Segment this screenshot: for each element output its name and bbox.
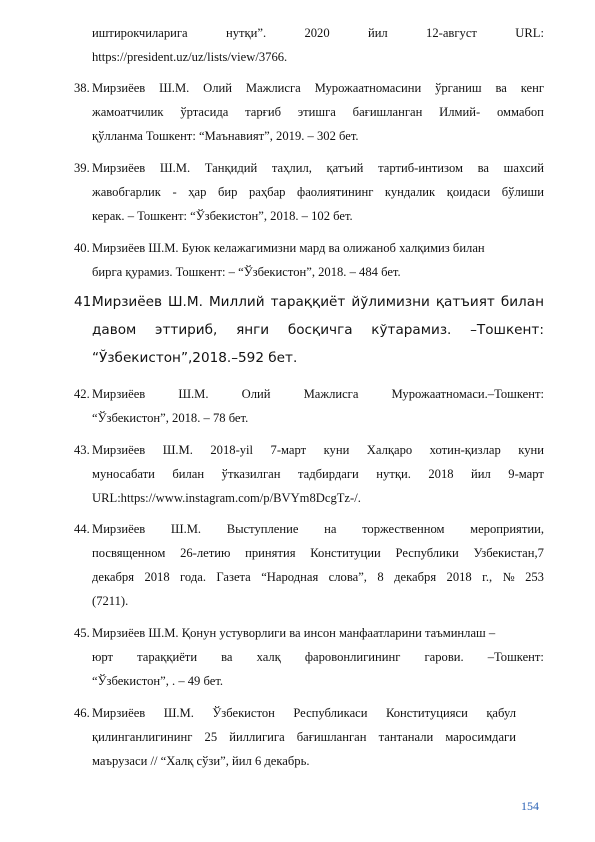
word: 7-март: [270, 443, 307, 457]
word: қоидаси: [446, 185, 491, 199]
word: г.,: [482, 570, 493, 584]
text-line: [92, 649, 544, 665]
word: янги: [236, 322, 270, 338]
text-line: [92, 264, 544, 280]
text-line: [92, 753, 544, 769]
word: йиллигига: [229, 730, 285, 744]
word: гарови.: [424, 650, 464, 664]
text-line: [92, 705, 516, 721]
word: билан: [172, 467, 205, 481]
word: Узбекистан,7: [473, 546, 544, 560]
word: слова”,: [328, 570, 367, 584]
word: тараққиёти: [137, 650, 198, 664]
word: 2018: [144, 570, 170, 584]
word: қатъий: [326, 161, 364, 175]
word: Мирзиёев: [92, 387, 146, 401]
word: керак. – Тошкент: “Ўзбекистон”, 2018. – 102 бет.: [92, 209, 353, 223]
text-line: [92, 545, 544, 561]
word: Мажлисга: [245, 81, 301, 95]
text-line: [92, 673, 544, 689]
word: маросимдаги: [445, 730, 516, 744]
word: Мирзиёев Ш.М. Буюк келажагимизни мард ва олижаноб халқимиз билан: [92, 241, 485, 255]
word: кенг: [520, 81, 544, 95]
word: йўлимизни: [351, 294, 430, 310]
word: Ш.М.: [163, 706, 194, 720]
page-number: 154: [521, 799, 539, 813]
word: года.: [180, 570, 206, 584]
text-line: [92, 25, 544, 41]
word: Ўзбекистон: [212, 706, 275, 720]
word: маърузаси // “Халқ сўзи”, йил 6 декабрь.: [92, 754, 310, 768]
word: –Тошкент:: [470, 322, 544, 338]
word: Мурожаатномасини: [314, 81, 422, 95]
word: кундалик: [384, 185, 436, 199]
word: Мирзиёев: [92, 522, 146, 536]
word: ва: [221, 650, 233, 664]
word: ва: [477, 161, 489, 175]
word: кўтарамиз.: [371, 322, 452, 338]
text-line: [92, 593, 544, 609]
reference-number: 38.: [74, 81, 90, 95]
word: ҳар: [188, 185, 207, 199]
text-line: [92, 442, 544, 458]
word: №: [502, 570, 515, 584]
word: Олий: [203, 81, 233, 95]
word: 2020: [304, 26, 330, 40]
word: шахсий: [503, 161, 544, 175]
text-line: [92, 160, 544, 176]
word: на: [324, 522, 337, 536]
word: 25: [204, 730, 218, 744]
word: қатъият: [435, 294, 495, 310]
word: давом: [92, 322, 137, 338]
word: Ш.М.: [168, 294, 203, 310]
word: ва: [495, 81, 507, 95]
word: қилинганлигининг: [92, 730, 193, 744]
word: –Тошкент:: [487, 650, 544, 664]
reference-number: 42.: [74, 387, 90, 401]
word: “Народная: [261, 570, 319, 584]
word: Халқаро: [366, 443, 413, 457]
word: нутқи.: [376, 467, 411, 481]
text-line: [92, 208, 544, 224]
text-line: [92, 80, 544, 96]
word: хотин-қизлар: [429, 443, 501, 457]
word: “Ўзбекистон”, 2018. – 78 бет.: [92, 411, 249, 425]
word: Олий: [241, 387, 271, 401]
text-line: [92, 410, 544, 426]
word: Миллий: [208, 294, 265, 310]
word: “Ўзбекистон”, . – 49 бет.: [92, 674, 224, 688]
word: куни: [323, 443, 350, 457]
word: “Ўзбекистон”,2018.–592 бет.: [92, 350, 298, 366]
word: бағишланган: [352, 105, 423, 119]
word: Республикаси: [293, 706, 368, 720]
word: йил: [367, 26, 388, 40]
text-line: [92, 386, 544, 402]
word: бир: [217, 185, 238, 199]
word: Илмий-: [439, 105, 481, 119]
word: Мирзиёев: [92, 81, 146, 95]
word: этишга: [297, 105, 336, 119]
reference-number: 39.: [74, 161, 90, 175]
word: Мирзиёев: [92, 443, 146, 457]
word: URL:: [515, 26, 544, 40]
word: тартиб-интизом: [378, 161, 463, 175]
reference-number: 46.: [74, 706, 90, 720]
word: 8: [377, 570, 384, 584]
text-line: [92, 490, 544, 506]
text-line: [92, 128, 544, 144]
word: Газета: [216, 570, 251, 584]
word: куни: [518, 443, 544, 457]
word: эттириб,: [155, 322, 218, 338]
word: Мирзиёев: [92, 294, 162, 310]
word: Ш.М.: [170, 522, 202, 536]
word: принятия: [245, 546, 296, 560]
word: юрт: [92, 650, 114, 664]
word: фаровонлигининг: [304, 650, 401, 664]
word: Республики: [395, 546, 459, 560]
word: 26-летию: [180, 546, 231, 560]
word: Конституции: [310, 546, 381, 560]
word: Конституцияси: [385, 706, 468, 720]
word: халқ: [256, 650, 281, 664]
word: бирга қурамиз. Тошкент: – “Ўзбекистон”, 2018. – 484 бет.: [92, 265, 401, 279]
reference-number: 44.: [74, 522, 90, 536]
word: йил: [471, 467, 491, 481]
word: босқичга: [287, 322, 353, 338]
word: ўтказилган: [221, 467, 281, 481]
word: билан: [500, 294, 544, 310]
reference-number: 45.: [74, 626, 90, 640]
word: 2018: [428, 467, 454, 481]
word: Мирзиёев: [92, 706, 146, 720]
word: 253: [525, 570, 544, 584]
reference-number: 43.: [74, 443, 90, 457]
word: мероприятии,: [470, 522, 544, 536]
word: таҳлил,: [271, 161, 312, 175]
word: Мажлисга: [303, 387, 359, 401]
text-line: [92, 569, 544, 585]
word: оммабоп: [496, 105, 544, 119]
word: ўртасида: [180, 105, 229, 119]
word: посвященном: [92, 546, 166, 560]
word: 12-август: [426, 26, 477, 40]
word: Ш.М.: [162, 443, 193, 457]
word: 2018: [446, 570, 472, 584]
text-line: [92, 729, 516, 745]
word: тарғиб: [245, 105, 281, 119]
word: декабря: [92, 570, 135, 584]
text-line: [92, 625, 544, 641]
word: тантанали: [378, 730, 434, 744]
word: қўлланма Тошкент: “Маънавият”, 2019. – 302 бет.: [92, 129, 359, 143]
word: Мирзиёев: [92, 161, 146, 175]
text-line: [92, 240, 544, 256]
word: Ш.М.: [159, 81, 190, 95]
reference-number: 41.: [74, 294, 96, 310]
word: Мирзиёев Ш.М. Қонун устуворлиги ва инсон манфаатларини таъминлаш –: [92, 626, 496, 640]
word: (7211).: [92, 594, 129, 608]
text-line: [92, 320, 544, 340]
text-line: [92, 521, 544, 537]
word: Танқидий: [204, 161, 258, 175]
word: тараққиёт: [270, 294, 346, 310]
word: бўлиши: [501, 185, 544, 199]
word: 2018-yil: [210, 443, 254, 457]
word: раҳбар: [248, 185, 286, 199]
word: жавобгарлик: [92, 185, 161, 199]
word: -: [172, 185, 177, 199]
text-line: [92, 466, 544, 482]
text-line: [92, 292, 544, 312]
word: Ш.М.: [178, 387, 209, 401]
reference-number: 40.: [74, 241, 90, 255]
word: иштирокчиларига: [92, 26, 188, 40]
text-line: [92, 104, 544, 120]
word: жамоатчилик: [92, 105, 164, 119]
word: Выступление: [226, 522, 299, 536]
word: торжественном: [362, 522, 445, 536]
word: Мурожаатномаси.–Тошкент:: [391, 387, 544, 401]
word: қабул: [486, 706, 516, 720]
word: ўрганиш: [435, 81, 482, 95]
word: бағишланган: [296, 730, 367, 744]
word: URL:https://www.instagram.com/p/BVYm8DcgTz-/.: [92, 491, 361, 505]
text-line: [92, 49, 544, 65]
text-line: [92, 184, 544, 200]
word: 9-март: [508, 467, 544, 481]
word: нутқи”.: [225, 26, 267, 40]
text-line: [92, 348, 544, 368]
word: декабря: [394, 570, 437, 584]
word: муносабати: [92, 467, 155, 481]
word: https://president.uz/uz/lists/view/3766.: [92, 50, 288, 64]
word: фаолиятининг: [297, 185, 374, 199]
word: Ш.М.: [159, 161, 191, 175]
word: тадбирдаги: [297, 467, 359, 481]
